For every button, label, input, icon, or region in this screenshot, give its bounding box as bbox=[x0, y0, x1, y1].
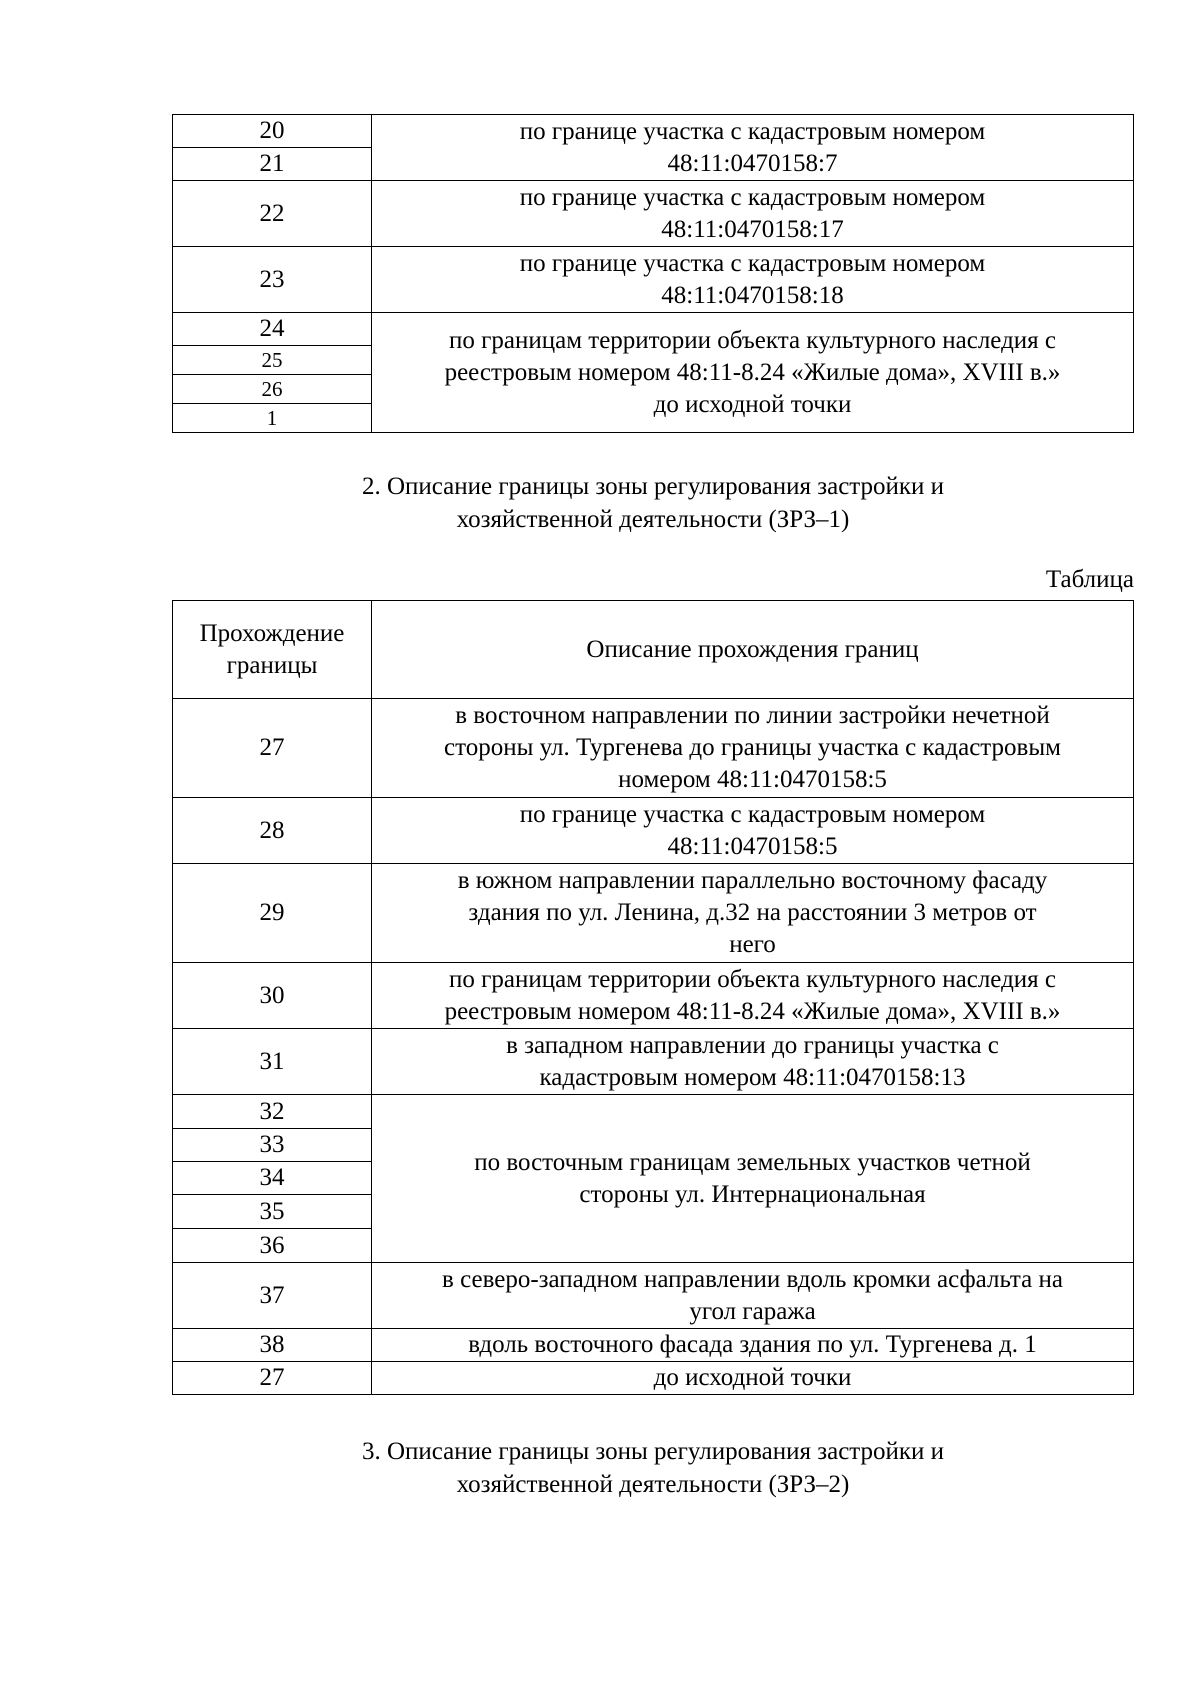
header-passage-cell bbox=[173, 601, 372, 699]
zrz1-boundary-table bbox=[172, 600, 1134, 1395]
boundary-description-cell bbox=[372, 1362, 1134, 1395]
boundary-description-cell bbox=[372, 798, 1134, 864]
table-label: Таблица bbox=[1045, 566, 1134, 593]
point-number-cell: 27 bbox=[173, 1362, 372, 1395]
description-line: кадастровым номером 48:11:0470158:13 bbox=[539, 1063, 966, 1091]
description-line: вдоль восточного фасада здания по ул. Тургенева д. 1 bbox=[468, 1331, 1037, 1358]
description-line: в северо-западном направлении вдоль кромки асфальта на bbox=[442, 1265, 1063, 1293]
description-line: 48:11:0470158:7 bbox=[667, 149, 838, 177]
description-line: стороны ул. Интернациональная bbox=[579, 1180, 926, 1208]
boundary-description-cell bbox=[372, 313, 1134, 433]
description-line: по границам территории объекта культурного наследия с bbox=[448, 965, 1057, 993]
description-line: до исходной точки bbox=[653, 1364, 852, 1391]
boundary-description-cell bbox=[372, 1029, 1134, 1095]
description-line: по восточным границам земельных участков четной bbox=[474, 1148, 1031, 1176]
point-number-cell: 29 bbox=[173, 864, 372, 963]
point-number-cell: 35 bbox=[173, 1195, 372, 1229]
boundary-description-cell bbox=[372, 699, 1134, 798]
point-number-cell: 22 bbox=[173, 181, 372, 247]
description-line: реестровым номером 48:11-8.24 «Жилые дома», XVIII в.» bbox=[444, 997, 1061, 1025]
point-number-cell: 31 bbox=[173, 1029, 372, 1095]
point-number-cell: 23 bbox=[173, 247, 372, 313]
description-line: 48:11:0470158:17 bbox=[661, 215, 844, 243]
point-number-cell: 20 bbox=[173, 115, 372, 148]
point-number-cell: 21 bbox=[173, 148, 372, 181]
point-number-cell: 24 bbox=[173, 313, 372, 346]
description-line: реестровым номером 48:11-8.24 «Жилые дома», XVIII в.» bbox=[444, 358, 1061, 386]
description-line: по границе участка с кадастровым номером bbox=[519, 249, 986, 277]
section-3-heading bbox=[172, 1435, 1134, 1501]
boundary-description-cell bbox=[372, 963, 1134, 1029]
point-number-cell: 33 bbox=[173, 1129, 372, 1162]
description-line: в восточном направлении по линии застройки нечетной bbox=[455, 702, 1050, 729]
description-line: до исходной точки bbox=[653, 390, 852, 418]
boundary-description-cell bbox=[372, 864, 1134, 963]
boundary-description-cell bbox=[372, 1329, 1134, 1362]
point-number-cell: 25 bbox=[173, 346, 372, 375]
section-2-title-line-1: 2. Описание границы зоны регулирования застройки и bbox=[361, 473, 945, 500]
description-line: него bbox=[729, 931, 776, 958]
description-line: стороны ул. Тургенева до границы участка с кадастровым bbox=[444, 734, 1061, 761]
description-line: здания по ул. Ленина, д.32 на расстоянии 3 метров от bbox=[468, 899, 1037, 926]
boundary-description-cell bbox=[372, 115, 1134, 181]
boundary-description-cell bbox=[372, 247, 1134, 313]
description-line: номером 48:11:0470158:5 bbox=[618, 766, 887, 793]
description-line: 48:11:0470158:5 bbox=[667, 832, 838, 860]
description-line: в западном направлении до границы участка с bbox=[506, 1031, 999, 1059]
boundary-description-cell bbox=[372, 1095, 1134, 1263]
point-number-cell: 26 bbox=[173, 375, 372, 404]
point-number-cell: 27 bbox=[173, 699, 372, 798]
boundary-description-cell bbox=[372, 181, 1134, 247]
section-3-title-line-1: 3. Описание границы зоны регулирования застройки и bbox=[361, 1438, 945, 1465]
section-2-heading bbox=[172, 470, 1134, 536]
description-line: по границе участка с кадастровым номером bbox=[519, 800, 986, 828]
header-passage-line: Прохождение bbox=[199, 619, 345, 647]
description-line: в южном направлении параллельно восточному фасаду bbox=[457, 867, 1048, 894]
point-number-cell: 34 bbox=[173, 1162, 372, 1195]
description-line: 48:11:0470158:18 bbox=[661, 281, 844, 309]
boundary-description-cell bbox=[372, 1263, 1134, 1329]
point-number-cell: 28 bbox=[173, 798, 372, 864]
point-number-cell: 38 bbox=[173, 1329, 372, 1362]
description-line: угол гаража bbox=[689, 1297, 816, 1325]
section-3-title-line-2: хозяйственной деятельности (ЗРЗ–2) bbox=[456, 1471, 850, 1498]
point-number-cell: 37 bbox=[173, 1263, 372, 1329]
description-line: по границе участка с кадастровым номером bbox=[519, 183, 986, 211]
point-number-cell: 32 bbox=[173, 1095, 372, 1129]
point-number-cell: 1 bbox=[173, 404, 372, 433]
section-2-title-line-2: хозяйственной деятельности (ЗРЗ–1) bbox=[456, 506, 850, 533]
description-line: по границе участка с кадастровым номером bbox=[519, 117, 986, 145]
boundary-table-continued bbox=[172, 114, 1134, 433]
point-number-cell: 36 bbox=[173, 1229, 372, 1263]
point-number-cell: 30 bbox=[173, 963, 372, 1029]
header-passage-line: границы bbox=[226, 651, 318, 679]
description-line: по границам территории объекта культурного наследия с bbox=[448, 326, 1057, 354]
header-description-cell: Описание прохождения границ bbox=[372, 601, 1134, 699]
